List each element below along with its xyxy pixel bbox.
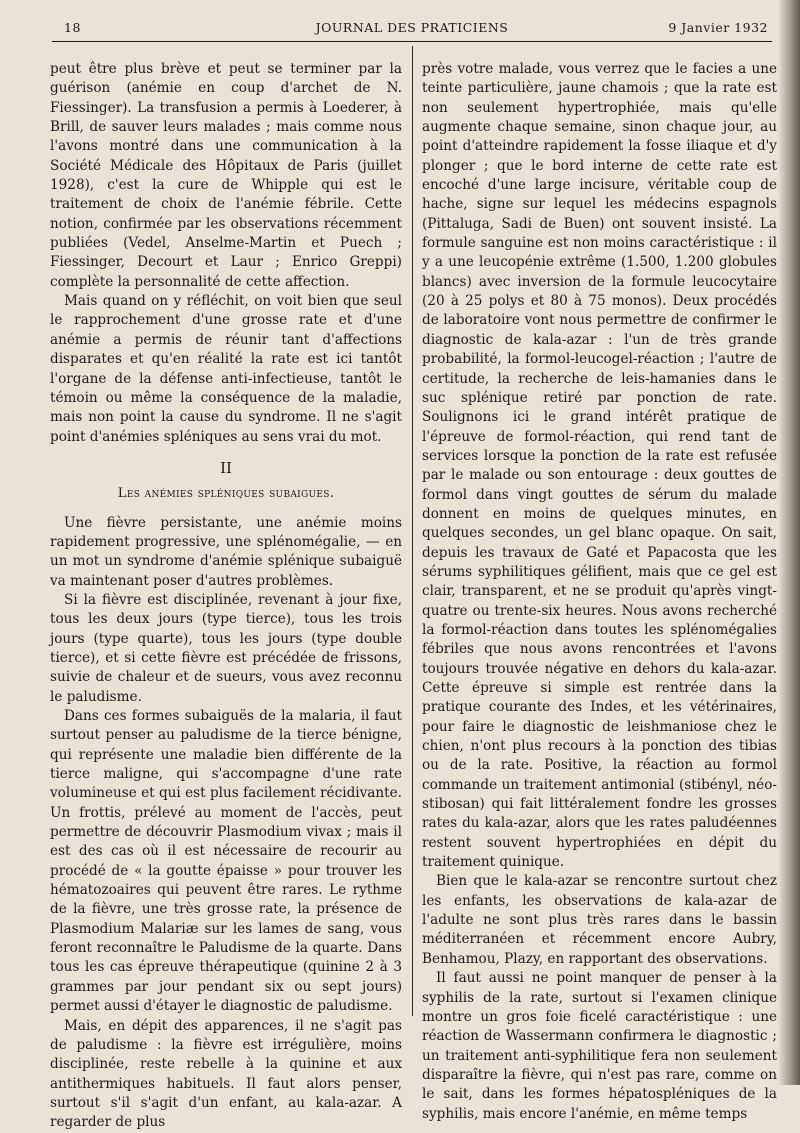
paragraph: Une fièvre persistante, une anémie moins rapidement progressive, une splénomégalie, — en un mot un syndrome d'anémie splénique subaiguë va maintenant poser d'autres problèmes.	[50, 514, 402, 589]
paragraph: près votre malade, vous verrez que le facies a une teinte particulière, jaune chamois ; que la rate est non seulement hypertrophiée, mais qu'elle augmente chaque semaine, sinon chaque jour, au point d'atteindre rapidement la fosse iliaque et d'y plonger ; que le bord interne de cette rate est encoché d'une large incisure, véritable coup de hache, signe sur lequel les médecins espagnols (Pittaluga, Sadi de Buen) ont souvent insisté. La formule sanguine est non moins caractéristique : il y a une leucopénie extrême (1.500, 1.200 globules blancs) avec inversion de la formule leucocytaire (20 à 25 polys et 80 à 75 monos). Deux procédés de laboratoire vont nous permettre de confirmer le diagnostic de kala-azar : l'un de très grande probabilité, la formol-leucogel-réaction ; l'autre de certitude, la recherche de leis-hamanies dans le suc splénique retiré par ponction de rate. Soulignons ici le grand intérêt pratique de l'épreuve de formol-réaction, qui rend tant de services lorsque la ponction de la rate est refusée par le malade ou son entourage : deux gouttes de formol dans vingt gouttes de sérum du malade donnent en moins de quelques minutes, en quelques secondes, un gel blanc opaque. On sait, depuis les travaux de Gaté et Papacosta que les sérums syphilitiques gélifient, mais que ce gel est clair, transparent, et ne se produit qu'après vingt-quatre ou trente-six heures. Nous avons recherché la formol-réaction dans toutes les splénomégalies fébriles que nous avons rencontrées et l'avons toujours trouvée négative en dehors du kala-azar. Cette épreuve si simple est rentrée dans la pratique courante des Indes, et les vétérinaires, pour faire le diagnostic de leishmaniose chez le chien, n'ont plus recours à la ponction des tibias ou de la rate. Positive, la réaction au formol commande un traitement antimonial (stibényl, néo-stibosan) qui fait littéralement fondre les grosses rates du kala-azar, alors que les rates paludéennes restent souvent hypertrophiées en dépit du traitement quinique.	[422, 61, 777, 871]
paragraph: Dans ces formes subaiguës de la malaria, il faut surtout penser au paludisme de la tierce bénigne, qui représente une maladie bien différente de la tierce maligne, qui s'accompagne d'une rate volumineuse et qui est plus facilement récidivante. Un frottis, prélevé au moment de l'accès, peut permettre de découvrir Plasmodium vivax ; mais il est des cas où il est nécessaire de recourir au procédé de « la goutte épaisse » pour trouver les hématozoaires qui peuvent être rares. Le rythme de la fièvre, une très grosse rate, la présence de Plasmodium Malariæ sur les lames de sang, vous feront reconnaître le Paludisme de la quarte. Dans tous les cas épreuve thérapeutique (quinine 2 à 3 grammes par jour pendant six ou sept jours) permet aussi d'étayer le diagnostic de paludisme.	[50, 708, 402, 1015]
paragraph: Mais, en dépit des apparences, il ne s'agit pas de paludisme : la fièvre est irrégulière, moins disciplinée, reste rebelle à la quinine et aux antithermiques habituels. Il faut alors penser, surtout s'il s'agit d'un enfant, au kala-azar. A regarder de plus	[50, 1017, 402, 1131]
paragraph: Il faut aussi ne point manquer de penser à la syphilis de la rate, surtout si l'examen clinique montre un gros foie ficelé caractéristique : une réaction de Wassermann confirmera le diagnostic ; un traitement anti-syphilitique fera non seulement disparaître la fièvre, qui n'est pas rare, comme on le sait, dans les formes hépatospléniques de la syphilis, mais encore l'anémie, en même temps	[422, 970, 777, 1122]
page-header	[56, 20, 768, 42]
header-rule	[52, 41, 772, 42]
page-number: 18	[64, 20, 81, 35]
right-column	[422, 60, 777, 1124]
paragraph: peut être plus brève et peut se terminer par la guérison (anémie en coup d'archet de N. Fiessinger). La transfusion a permis à Loederer, à Brill, de sauver leurs malades ; mais comme nous l'avons montré dans une communication à la Société Médicale des Hôpitaux de Paris (juillet 1928), c'est la cure de Whipple qui est le traitement de choix de l'anémie fébrile. Cette notion, confirmée par les observations récemment publiées (Vedel, Anselme-Martin et Puech ; Fiessinger, Decourt et Laur ; Enrico Greppi) complète la personnalité de cette affection.	[50, 61, 402, 290]
paragraph: Si la fièvre est disciplinée, revenant à jour fixe, tous les deux jours (type tierce), tous les trois jours (type quarte), tous les jours (type double tierce), et si cette fièvre est précédée de frissons, suivie de chaleur et de sueurs, vous avez reconnu le paludisme.	[50, 591, 402, 705]
journal-title: JOURNAL DES PRATICIENS	[315, 20, 509, 35]
issue-date: 9 Janvier 1932	[668, 20, 768, 35]
page-edge-shadow	[778, 0, 800, 1085]
section-title: Les anémies spléniques subaigues.	[117, 486, 335, 502]
paragraph: Mais quand on y réfléchit, on voit bien que seul le rapprochement d'une grosse rate et d'une anémie a permis de réunir tant d'affections disparates et qu'en réalité la rate est ici tantôt l'organe de la défense anti-infectieuse, tantôt le témoin ou même la conséquence de la maladie, mais non point la cause du syndrome. Il ne s'agit point d'anémies spléniques au sens vrai du mot.	[50, 293, 402, 445]
paragraph: Bien que le kala-azar se rencontre surtout chez les enfants, les observations de kala-azar de l'adulte ne sont plus très rares dans le bassin méditerranéen et récemment encore Aubry, Benhamou, Plazy, en rapportant des observations.	[422, 873, 777, 967]
column-divider	[412, 46, 413, 1016]
left-column	[50, 60, 402, 1133]
section-number: II	[220, 458, 232, 477]
